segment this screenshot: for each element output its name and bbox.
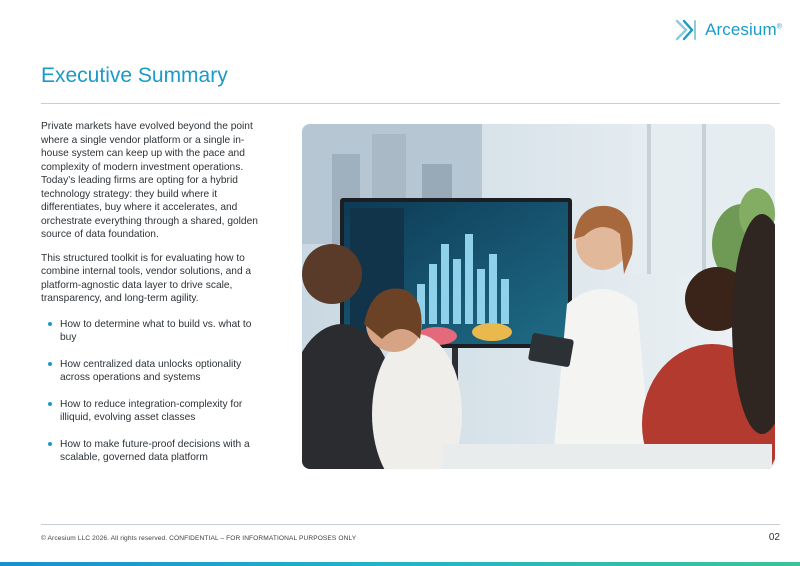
title-divider [41, 103, 780, 104]
brand-logo [675, 18, 782, 42]
summary-text [41, 120, 269, 478]
copyright-notice: © Arcesium LLC 2026. All rights reserved. CONFIDENTIAL – FOR INFORMATIONAL PURPOSES ONLY [41, 535, 357, 542]
accent-bar [0, 562, 800, 566]
bullet-dot-icon [48, 362, 52, 366]
toolkit-paragraph: This structured toolkit is for evaluating how to combine internal tools, vendor solutions, and a platform-agnostic data layer to drive scale, transparency, and long-term agility. [41, 252, 252, 304]
brand-name: Arcesium® [705, 20, 782, 39]
page-title: Executive Summary [41, 64, 228, 87]
bullet-list [41, 318, 269, 465]
bullet-dot-icon [48, 442, 52, 446]
arcesium-logo-icon [675, 18, 699, 42]
page-number: 02 [768, 532, 780, 543]
bullet-dot-icon [48, 402, 52, 406]
bullet-item: How to make future-proof decisions with a scalable, governed data platform [41, 438, 269, 465]
bullet-item: How centralized data unlocks optionality across operations and systems [41, 358, 269, 385]
meeting-photo [302, 124, 775, 469]
bullet-item: How to reduce integration-complexity for illiquid, evolving asset classes [41, 398, 269, 425]
bullet-item: How to determine what to build vs. what to buy [41, 318, 269, 345]
footer-divider [41, 524, 780, 525]
intro-paragraph: Private markets have evolved beyond the point where a single vendor platform or a single in-house system can keep up with the pace and complexity of modern investment operations. Today’s leading firms are opting for a hybrid technology strategy: they build where it differentiates, buy where it accelerates, and orchestrate everything through a shared, golden source of data foundation. [41, 121, 258, 240]
bullet-dot-icon [48, 322, 52, 326]
meeting-photo-illustration [302, 124, 775, 469]
